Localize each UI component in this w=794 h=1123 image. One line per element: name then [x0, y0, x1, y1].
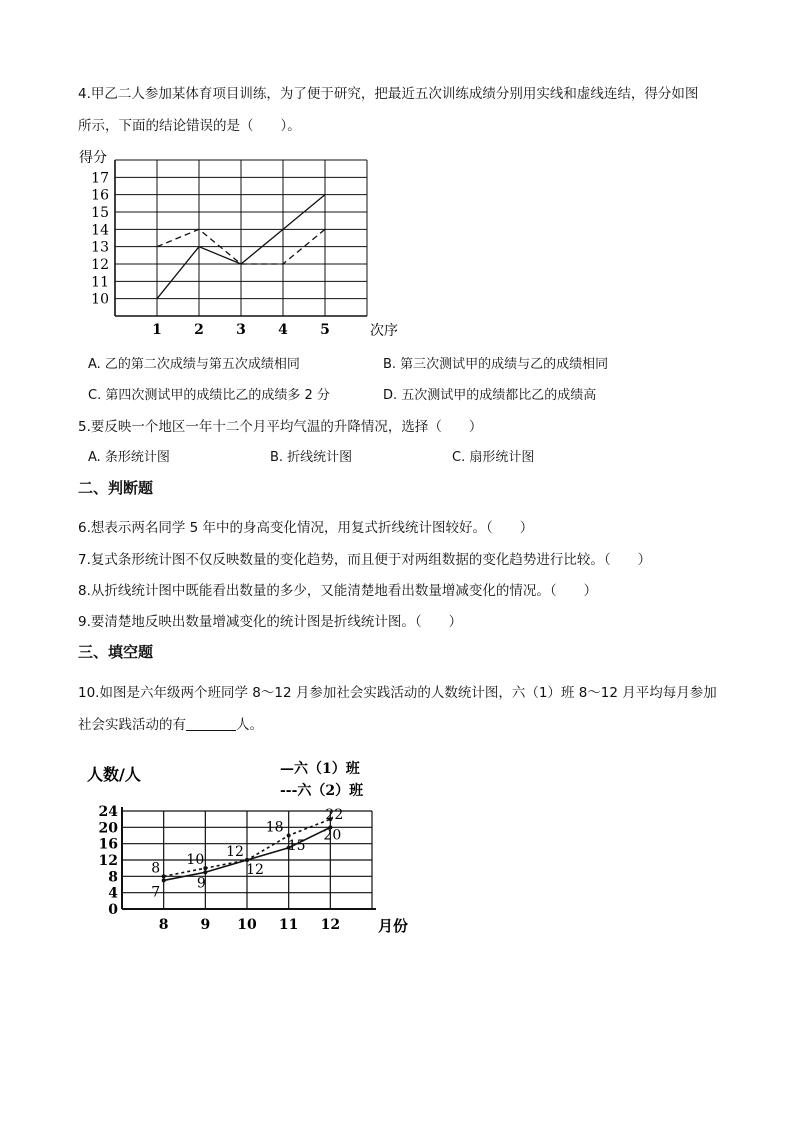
x-tick-label: 1 — [152, 322, 162, 338]
x-tick-label: 5 — [320, 322, 330, 338]
x-tick-label: 8 — [158, 917, 169, 933]
q9-text: 9.要清楚地反映出数量增减变化的统计图是折线统计图。（ ） — [78, 614, 463, 630]
y-tick-label: 8 — [108, 869, 118, 886]
y-tick-label: 16 — [98, 836, 118, 853]
x-tick-label: 4 — [278, 322, 288, 338]
legend-entry-class2: ---六（2）班 — [280, 783, 364, 799]
y-axis-label: 人数/人 — [87, 765, 141, 784]
data-label: 18 — [265, 819, 284, 836]
q10-text-after-blank: 人。 — [236, 717, 263, 733]
data-label: 15 — [287, 837, 306, 854]
y-axis-label: 得分 — [79, 150, 107, 166]
y-tick-label: 10 — [91, 291, 109, 308]
q4-option-d[interactable]: D. 五次测试甲的成绩都比乙的成绩高 — [383, 388, 597, 403]
q8-text: 8.从折线统计图中既能看出数量的多少，又能清楚地看出数量增减变化的情况。（ ） — [78, 583, 598, 599]
q5-text: 5.要反映一个地区一年十二个月平均气温的升降情况，选择（ ） — [78, 419, 483, 435]
q5-option-c[interactable]: C. 扇形统计图 — [452, 450, 535, 465]
q6-text: 6.想表示两名同学 5 年中的身高变化情况，用复式折线统计图较好。（ ） — [78, 520, 534, 536]
x-tick-label: 12 — [320, 917, 341, 933]
q10-answer-blank[interactable] — [186, 718, 236, 731]
q10-text-line1: 10.如图是六年级两个班同学 8～12 月参加社会实践活动的人数统计图，六（1）班 8～12 月平均每月参加 — [78, 685, 717, 701]
x-axis-label: 次序 — [370, 323, 398, 339]
chart-scores — [70, 145, 410, 340]
data-point — [203, 870, 207, 874]
data-label: 22 — [325, 807, 344, 824]
x-tick-label: 10 — [237, 917, 257, 933]
y-tick-label: 12 — [98, 853, 118, 869]
q4-text-line2: 所示，下面的结论错误的是（ ）。 — [78, 118, 301, 134]
data-point — [245, 858, 249, 862]
y-tick-label: 13 — [91, 239, 109, 256]
y-tick-label: 24 — [98, 804, 118, 820]
q5-option-a[interactable]: A. 条形统计图 — [88, 450, 170, 465]
q4-text-line1: 4.甲乙二人参加某体育项目训练，为了便于研究，把最近五次训练成绩分别用实线和虚线连结，得分如图 — [78, 86, 699, 102]
q10-text-line2 — [78, 713, 263, 733]
q4-option-b[interactable]: B. 第三次测试甲的成绩与乙的成绩相同 — [383, 357, 609, 372]
section-fill-title: 三、填空题 — [78, 643, 154, 661]
q10-text-before-blank: 社会实践活动的有 — [78, 717, 186, 733]
x-tick-label: 9 — [200, 917, 211, 933]
section-judgement-title: 二、判断题 — [78, 479, 154, 497]
y-tick-label: 15 — [91, 205, 109, 221]
x-tick-label: 11 — [278, 917, 299, 933]
y-tick-label: 17 — [91, 170, 109, 187]
data-label: 10 — [186, 852, 205, 869]
y-tick-label: 14 — [91, 222, 109, 239]
q7-text: 7.复式条形统计图不仅反映数量的变化趋势，而且便于对两组数据的变化趋势进行比较。（ ） — [78, 552, 652, 568]
data-label: 8 — [151, 860, 161, 877]
x-tick-label: 2 — [194, 322, 204, 338]
q5-option-b[interactable]: B. 折线统计图 — [270, 450, 353, 465]
y-tick-label: 16 — [91, 187, 109, 204]
y-tick-label: 20 — [98, 820, 118, 837]
data-point — [287, 834, 291, 838]
legend-entry-class1: —六（1）班 — [280, 761, 360, 777]
data-label: 7 — [151, 884, 161, 901]
chart-participants — [85, 752, 415, 942]
data-point — [162, 874, 166, 878]
data-label: 9 — [196, 875, 206, 892]
y-tick-label: 0 — [108, 902, 118, 918]
data-label: 12 — [226, 844, 244, 860]
q4-option-c[interactable]: C. 第四次测试甲的成绩比乙的成绩多 2 分 — [88, 388, 330, 403]
y-tick-label: 4 — [108, 885, 118, 902]
q4-option-a[interactable]: A. 乙的第二次成绩与第五次成绩相同 — [88, 357, 300, 372]
x-tick-label: 3 — [236, 322, 246, 338]
data-label: 20 — [323, 827, 342, 844]
x-axis-label: 月份 — [378, 917, 409, 935]
data-point — [162, 878, 166, 882]
y-tick-label: 12 — [91, 257, 109, 273]
y-tick-label: 11 — [91, 274, 109, 291]
data-label: 12 — [246, 862, 264, 878]
